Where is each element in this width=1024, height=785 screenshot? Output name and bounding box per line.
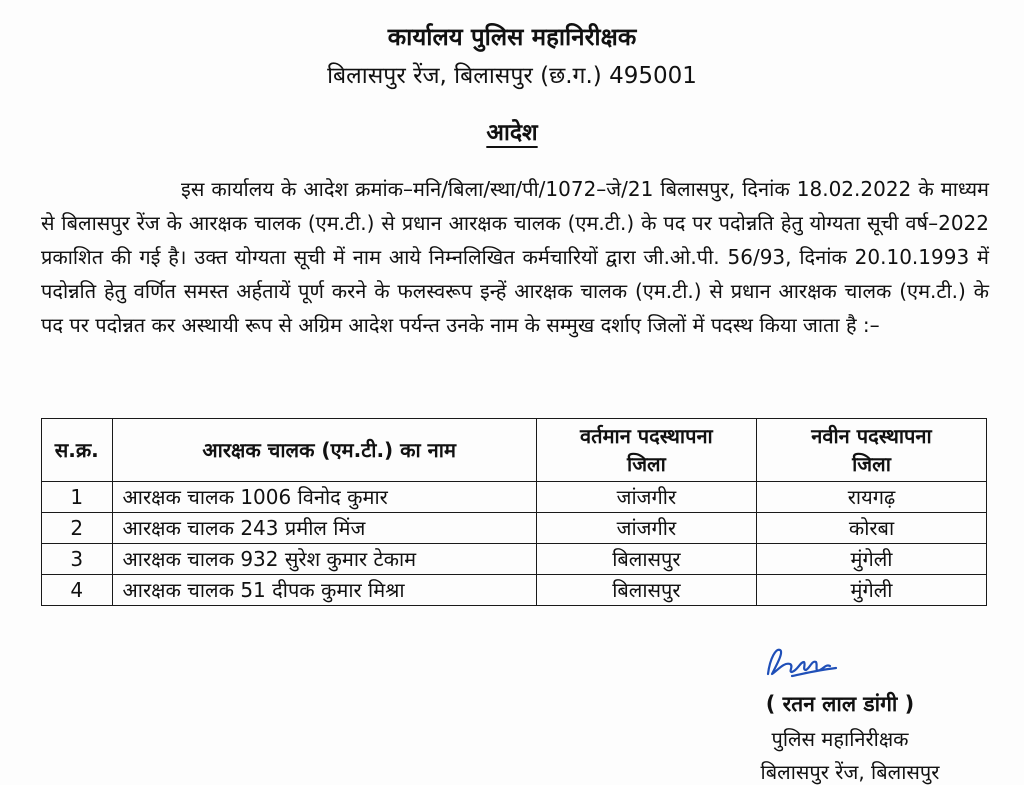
- cell-current-district: जांजगीर: [536, 482, 756, 513]
- posting-table: [41, 418, 987, 606]
- signatory-designation: पुलिस महानिरीक्षक: [771, 727, 909, 751]
- cell-serial: 3: [42, 544, 113, 575]
- header-new-posting: नवीन पदस्थापना जिला: [756, 419, 986, 482]
- cell-new-district: मुंगेली: [756, 544, 986, 575]
- table-header-row: [42, 419, 987, 482]
- cell-serial: 4: [42, 575, 113, 606]
- order-body-paragraph: इस कार्यालय के आदेश क्रमांक–मनि/बिला/स्था/पी/1072–जे/21 बिलासपुर, दिनांक 18.02.2022 के माध्यम से बिलासपुर रेंज के आरक्षक चालक (एम.टी.) से प्रधान आरक्षक चालक (एम.टी.) के पद पर पदोन्नति हेतु योग्यता सूची वर्ष–2022 प्रकाशित की गई है। उक्त योग्यता सूची में नाम आये निम्नलिखित कर्मचारियों द्वारा जी.ओ.पी. 56/93, दिनांक 20.10.1993 में पदोन्नति हेतु वर्णित समस्त अर्हतायें पूर्ण करने के फलस्वरूप इन्हें आरक्षक चालक (एम.टी.) से प्रधान आरक्षक चालक (एम.टी.) के पद पर पदोन्नत कर अस्थायी रूप से अग्रिम आदेश पर्यन्त उनके नाम के सम्मुख दर्शाए जिलों में पदस्थ किया जाता है :–: [41, 177, 989, 337]
- handwritten-signature: [762, 640, 842, 692]
- cell-current-district: बिलासपुर: [536, 544, 756, 575]
- cell-current-district: बिलासपुर: [536, 575, 756, 606]
- cell-name: आरक्षक चालक 1006 विनोद कुमार: [112, 482, 536, 513]
- signatory-name: ( रतन लाल डांगी ): [765, 692, 915, 716]
- header-name: आरक्षक चालक (एम.टी.) का नाम: [112, 419, 536, 482]
- office-title: कार्यालय पुलिस महानिरीक्षक: [387, 23, 637, 51]
- cell-serial: 2: [42, 513, 113, 544]
- table-row: [42, 544, 987, 575]
- header-current-posting: वर्तमान पदस्थापना जिला: [536, 419, 756, 482]
- cell-new-district: मुंगेली: [756, 575, 986, 606]
- table-row: [42, 513, 987, 544]
- cell-serial: 1: [42, 482, 113, 513]
- cell-new-district: रायगढ़: [756, 482, 986, 513]
- signatory-office: बिलासपुर रेंज, बिलासपुर: [760, 760, 940, 784]
- cell-name: आरक्षक चालक 243 प्रमील मिंज: [112, 513, 536, 544]
- cell-current-district: जांजगीर: [536, 513, 756, 544]
- table-row: [42, 482, 987, 513]
- header-serial: स.क्र.: [42, 419, 113, 482]
- order-heading: [0, 115, 1024, 147]
- cell-name: आरक्षक चालक 932 सुरेश कुमार टेकाम: [112, 544, 536, 575]
- office-address: बिलासपुर रेंज, बिलासपुर (छ.ग.) 495001: [327, 63, 697, 89]
- order-heading-text: आदेश: [486, 120, 538, 146]
- cell-name: आरक्षक चालक 51 दीपक कुमार मिश्रा: [112, 575, 536, 606]
- table-row: [42, 575, 987, 606]
- cell-new-district: कोरबा: [756, 513, 986, 544]
